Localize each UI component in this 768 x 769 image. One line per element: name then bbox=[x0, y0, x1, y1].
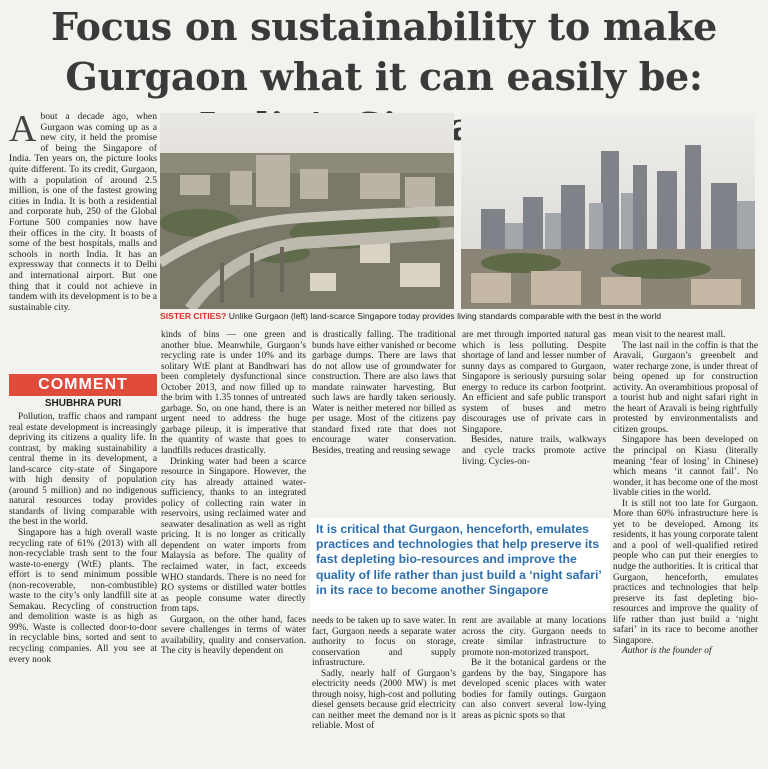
comment-label-box bbox=[9, 374, 157, 396]
column-4-bottom bbox=[462, 616, 606, 768]
pull-quote: It is critical that Gurgaon, henceforth, emulates practices and technologies that help preserve its fast depleting bio-resources and improve the quality of life rather than just build a ‘night safari’ in its race to become another Singapore bbox=[316, 522, 602, 597]
col4-para: rent are available at many locations across the city. Gurgaon needs to create similar infrastructure to promote non-motorized transport. bbox=[462, 616, 606, 658]
col5-para: Singapore has been developed on the principal on Kiasu (literally meaning ‘fear of losing’ in Chinese) which means ‘it cannot fail’. No wonder, it has become one of the most livable cities in the world. bbox=[613, 435, 758, 499]
col4-para: Besides, nature trails, walkways and cycle tracks promote active living. Cycles-on- bbox=[462, 435, 606, 467]
photo-singapore bbox=[461, 113, 755, 309]
col1-para: Singapore has a high overall waste recycling rate of 61% (2013) with all non-recyclable trash sent to the four waste-to-energy (WtE) plants. The effort is to send minimum possible (non-recoverable, non-combustible) waste to the city’s only landfill site at Semakau. Recycling of construction and demolition waste is as high as 99%. Waste is collected door-to-door in recyclable bins, sorted and sent to recycling companies. All you see at every nook bbox=[9, 528, 157, 665]
photo-gurgaon bbox=[160, 113, 454, 309]
headline: Focus on sustainability to make Gurgaon what it can easily be: bbox=[50, 4, 718, 99]
column-1 bbox=[9, 412, 157, 768]
col2-para: Drinking water had been a scarce resource in Singapore. However, the city has already attained water-sufficiency, thanks to an integrated policy of collecting rain water in reservoirs, using reclaimed water and seawater desalination as well as right pricing. It is no longer as critically dependent on water imports from Malaysia as before. The quality of reclaimed water, in fact, exceeds WHO standards. There is no need for RO systems or distilled water bottles as people consume water directly from taps. bbox=[161, 456, 306, 615]
byline: SHUBHRA PURI bbox=[44, 398, 122, 409]
author-note: Author is the founder of bbox=[622, 646, 712, 657]
col3-para: Sadly, nearly half of Gurgaon’s electricity needs (2000 MW) is met through noisy, high-cost and polluting diesel gensets because grid electricity can neither meet the demand nor is it reliable. Most of bbox=[312, 668, 456, 732]
section-label: COMMENT bbox=[38, 376, 128, 393]
lead-text: bout a decade ago, when Gurgaon was coming up as a new city, it held the promise of being the Singapore of India. Ten years on, the picture looks quite different. To its credit, Gurgaon, with a population of around 2.5 million, is one of the fastest growing cities in India. It is both a residential and corporate hub, 250 of the Global Fortune 500 companies now have their offices in the city. It boasts of some of the best hospitals, malls and schools in north India. It has an expressway that connects it to Delhi and international airport. But one thing that it could not achieve in tandem with its development is to be a sustainable city. bbox=[9, 111, 157, 313]
caption-text: Unlike Gurgaon (left) land-scarce Singapore today provides living standards comparable with the best in the world bbox=[226, 311, 662, 321]
col3-para: is drastically falling. The traditional bunds have either vanished or become garbage dumps. There are laws that do not allow use of groundwater for construction. There are also laws that mandate rainwater harvesting. But such laws are hardly taken seriously. Water is neither metered nor billed as per usage. Most of the citizens pay standard fixed rate that does not encourage water conservation. Besides, treating and reusing sewage bbox=[312, 330, 456, 457]
column-3-top bbox=[312, 330, 456, 516]
col3-para: needs to be taken up to save water. In fact, Gurgaon needs a separate water authority to focus on storage, conservation and supply infrastructure. bbox=[312, 616, 456, 669]
col1-para: Pollution, traffic chaos and rampant real estate development is increasingly depriving its citizens a quality life. In contrast, by making sustainability a central theme in its development, a land-scarce city-state of Singapore with high density of population (around 5 million) and no indigenous natural resources today provides standards of living comparable with the best in the world. bbox=[9, 412, 157, 528]
column-5 bbox=[613, 330, 758, 768]
col2-para: kinds of bins — one green and another blue. Meanwhile, Gurgaon’s recycling rate is under 10% and its solitary WtE plant at Bandhwari has been completely dysfunctional since October 2013, and now filled up to the brim with 1.35 tonnes of untreated garbage. So, on one hand, there is an urgent need to address the huge garbage pileup, it is imperative that the quantity of waste that goes to landfills reduces drastically. bbox=[161, 330, 306, 457]
drop-cap: A bbox=[9, 108, 37, 150]
col4-para: are met through imported natural gas which is less polluting. Despite shortage of land and lesser number of sunny days as compared to Gurgaon, Singapore is seriously pursuing solar energy to reduce its carbon footprint. An efficient and safe public transport system of buses and metro discourages use of private cars in Singapore. bbox=[462, 330, 606, 435]
col5-para: The last nail in the coffin is that the Aravali, Gurgaon’s greenbelt and water recharge zone, is under threat of being opened up for construction activity. An overambitious proposal of a tourist hub and night safari right in the heart of Aravali is being rightfully protested by environmentalists and citizen groups. bbox=[613, 340, 758, 435]
lead-paragraph bbox=[9, 108, 157, 313]
col4-para: Be it the botanical gardens or the gardens by the bay, Singapore has developed scenic places with water bodies for family outings. Gurgaon can also convert several low-lying areas as picnic spots so that bbox=[462, 658, 606, 721]
col5-para: It is still not too late for Gurgaon. More than 60% infrastructure here is yet to be developed. Among its residents, it has young corporate talent and a pool of well-qualified retired people who can put their energies to nudge the authorities. It is critical that Gurgaon, henceforth, emulates practices and technologies that help preserve its fast depleting bio-resources and improve the quality of life rather than just build a ‘night safari’ in its race to become another Singapore. bbox=[613, 498, 758, 646]
col5-para: mean visit to the nearest mall. bbox=[613, 330, 726, 340]
column-3-bottom bbox=[312, 616, 456, 768]
caption-kicker: SISTER CITIES? bbox=[160, 311, 227, 321]
column-4-top bbox=[462, 330, 606, 516]
photo-caption bbox=[160, 311, 758, 322]
pull-quote-box bbox=[310, 518, 610, 613]
col2-para: Gurgaon, on the other hand, faces severe challenges in terms of water availability, quality and conservation. The city is heavily dependent on bbox=[161, 614, 306, 657]
column-2 bbox=[161, 330, 306, 768]
